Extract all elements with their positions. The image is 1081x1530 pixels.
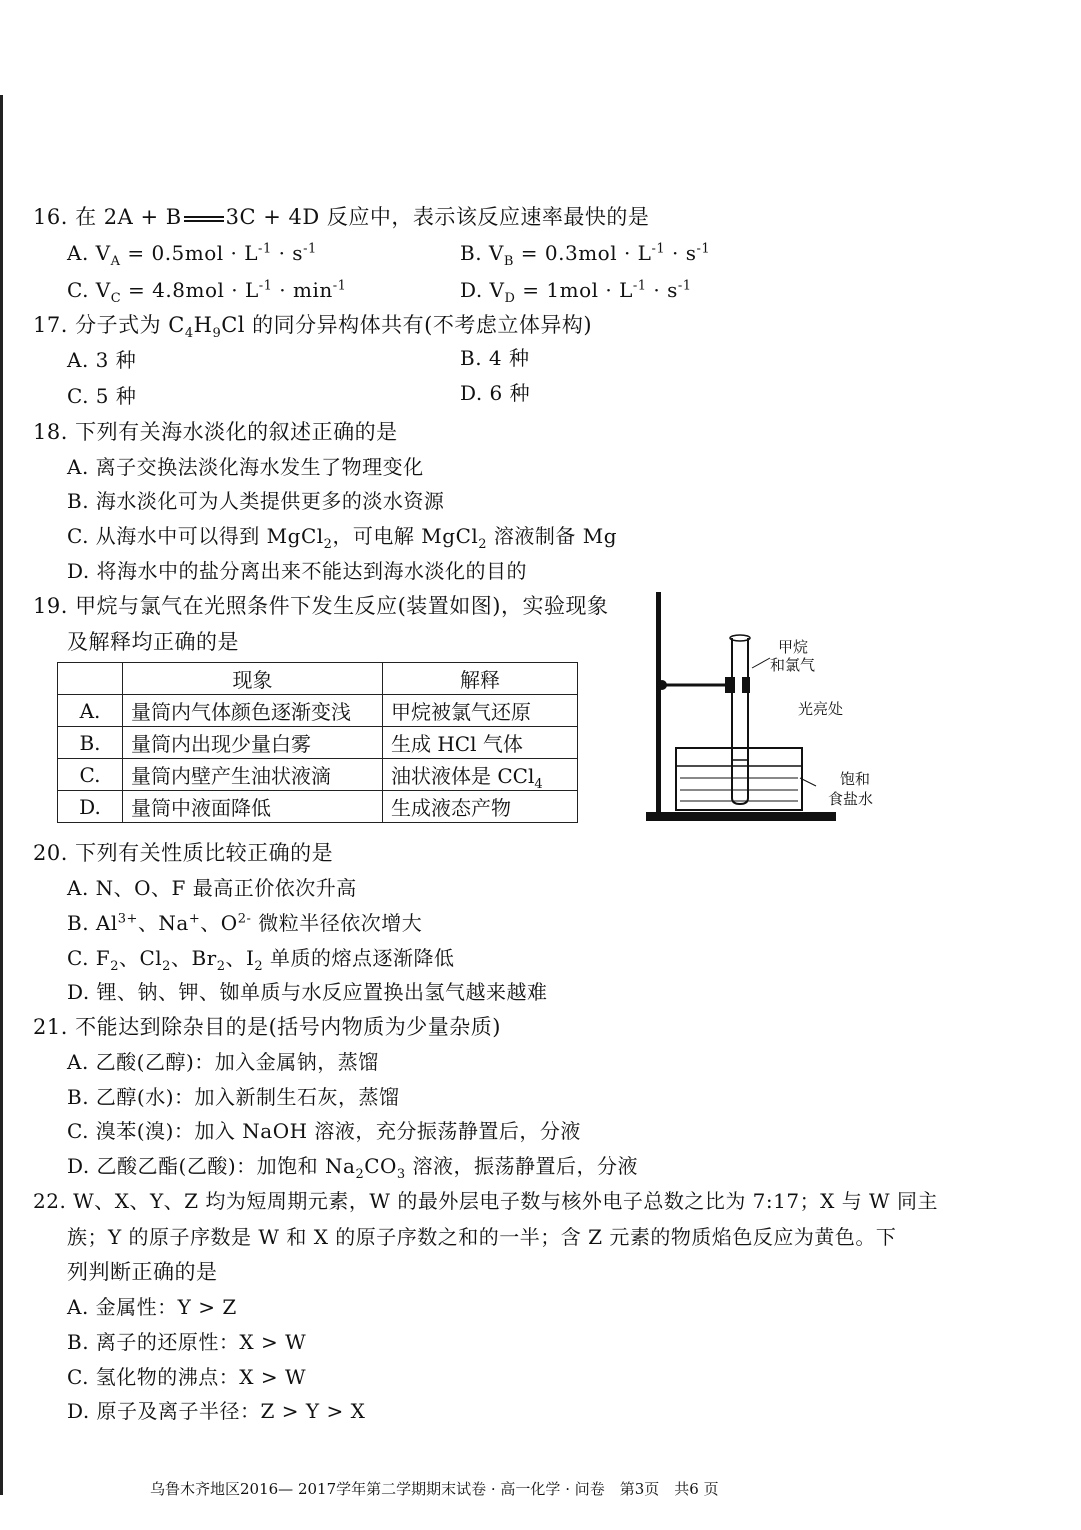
table-header-cell: 解释 <box>383 663 578 695</box>
clamp-knob <box>657 680 667 690</box>
apparatus-figure <box>640 590 890 830</box>
q20-option-b: B. $Al^{3+}$、Na+、$O^{2-}$ 微粒半径依次增大 <box>67 911 423 935</box>
q21-option-d: D. 乙酸乙酯(乙酸)：加饱和 $Na_2CO_3$ 溶液，振荡静置后，分液 <box>67 1154 639 1182</box>
q17-option-b: B. 4 种 <box>460 346 530 370</box>
q21-option-b: B. 乙醇(水)：加入新制生石灰，蒸馏 <box>67 1085 400 1109</box>
table-row <box>58 759 578 791</box>
equilibrium-arrow-icon <box>184 216 224 222</box>
q18-option-c: C. 从海水中可以得到 MgCl$_2$，可电解 MgCl$_2$ 溶液制备 Mg <box>67 524 618 552</box>
q20-option-d: D. 锂、钠、钾、铷单质与水反应置换出氢气越来越难 <box>67 980 548 1004</box>
table-cell-option: A. <box>58 695 123 727</box>
q18-option-d: D. 将海水中的盐分离出来不能达到海水淡化的目的 <box>67 559 528 583</box>
measuring-cylinder <box>732 638 748 804</box>
q22-option-c: C. 氢化物的沸点：X > W <box>67 1365 307 1389</box>
label-brine: 食盐水 <box>828 790 874 808</box>
q16-option-a: A. $V_A = 0.5mol \cdot L^{-1} \cdot s^{-1}$ <box>67 241 317 269</box>
table-cell-option: C. <box>58 759 123 791</box>
q16-option-c: C. $V_C = 4.8mol \cdot L^{-1} \cdot \min^{-1}$ <box>67 278 347 306</box>
q16-option-d: D. $V_D = 1mol \cdot L^{-1} \cdot s^{-1}$ <box>460 278 692 306</box>
q17-option-a: A. 3 种 <box>67 348 137 372</box>
label-methane: 甲烷 <box>778 638 809 656</box>
leader-line <box>752 658 770 668</box>
q19-stem-line1: 19. 甲烷与氯气在光照条件下发生反应(装置如图)，实验现象 <box>33 594 609 618</box>
q22-option-b: B. 离子的还原性：X > W <box>67 1330 307 1354</box>
table-cell-phenomenon: 量筒中液面降低 <box>123 791 383 823</box>
table-cell-explanation: 生成 HCl 气体 <box>383 727 578 759</box>
stand-rod <box>656 592 661 814</box>
q16-stem-post: 3C + 4D 反应中，表示该反应速率最快的是 <box>225 205 650 229</box>
q18-stem: 18. 下列有关海水淡化的叙述正确的是 <box>33 420 398 444</box>
q16-stem-pre: 16. 在 2A + B <box>33 205 182 229</box>
table-cell-explanation: 油状液体是 CCl$_4$ <box>383 759 578 791</box>
q22-stem-line1: 22. W、X、Y、Z 均为短周期元素，W 的最外层电子数与核外电子总数之比为 7:17；X 与 W 同主 <box>33 1189 938 1213</box>
q17-stem: 17. 分子式为 $C_4H_9Cl$ 的同分异构体共有(不考虑立体异构) <box>33 313 593 342</box>
stand-base <box>646 812 836 821</box>
table-header-row <box>58 663 578 695</box>
q17-option-c: C. 5 种 <box>67 384 137 408</box>
table-cell-phenomenon: 量筒内气体颜色逐渐变浅 <box>123 695 383 727</box>
q18-option-a: A. 离子交换法淡化海水发生了物理变化 <box>67 455 424 479</box>
label-saturated: 饱和 <box>840 770 871 788</box>
label-chlorine: 和氯气 <box>770 656 816 674</box>
table-row <box>58 727 578 759</box>
q20-option-a: A. N、O、F 最高正价依次升高 <box>67 876 357 900</box>
page-footer: 乌鲁木齐地区2016— 2017学年第二学期期末试卷 · 高一化学 · 问卷 第3页 共6 页 <box>150 1480 719 1498</box>
q21-option-c: C. 溴苯(溴)：加入 NaOH 溶液，充分振荡静置后，分液 <box>67 1119 581 1143</box>
q16-stem <box>33 205 649 229</box>
q16-option-b: B. $V_B = 0.3mol \cdot L^{-1} \cdot s^{-1}$ <box>460 241 711 269</box>
table-cell-explanation: 生成液态产物 <box>383 791 578 823</box>
table-cell-phenomenon: 量筒内壁产生油状液滴 <box>123 759 383 791</box>
q22-option-a: A. 金属性：Y > Z <box>67 1295 237 1319</box>
page-edge <box>0 95 3 1495</box>
q21-stem: 21. 不能达到除杂目的是(括号内物质为少量杂质) <box>33 1015 501 1039</box>
table-cell-phenomenon: 量筒内出现少量白雾 <box>123 727 383 759</box>
q21-option-a: A. 乙酸(乙醇)：加入金属钠，蒸馏 <box>67 1050 379 1074</box>
q19-table <box>57 662 578 823</box>
q18-option-b: B. 海水淡化可为人类提供更多的淡水资源 <box>67 489 445 513</box>
clamp-jaw-left <box>725 677 735 693</box>
table-header-cell: 现象 <box>123 663 383 695</box>
q20-stem: 20. 下列有关性质比较正确的是 <box>33 841 334 865</box>
q22-stem-line2: 族；Y 的原子序数是 W 和 X 的原子序数之和的一半；含 Z 元素的物质焰色反应为黄色。下 <box>67 1225 897 1249</box>
q19-stem-line2: 及解释均正确的是 <box>67 630 239 654</box>
table-cell-explanation: 甲烷被氯气还原 <box>383 695 578 727</box>
q22-option-d: D. 原子及离子半径：Z > Y > X <box>67 1399 366 1423</box>
q17-option-d: D. 6 种 <box>460 381 531 405</box>
label-light: 光亮处 <box>798 700 844 718</box>
table-cell-option: B. <box>58 727 123 759</box>
table-row <box>58 695 578 727</box>
table-cell-option: D. <box>58 791 123 823</box>
q20-option-c: C. $F_2$、$Cl_2$、$Br_2$、$I_2$ 单质的熔点逐渐降低 <box>67 946 455 974</box>
q22-stem-line3: 列判断正确的是 <box>67 1260 218 1284</box>
table-row <box>58 791 578 823</box>
table-header-cell <box>58 663 123 695</box>
